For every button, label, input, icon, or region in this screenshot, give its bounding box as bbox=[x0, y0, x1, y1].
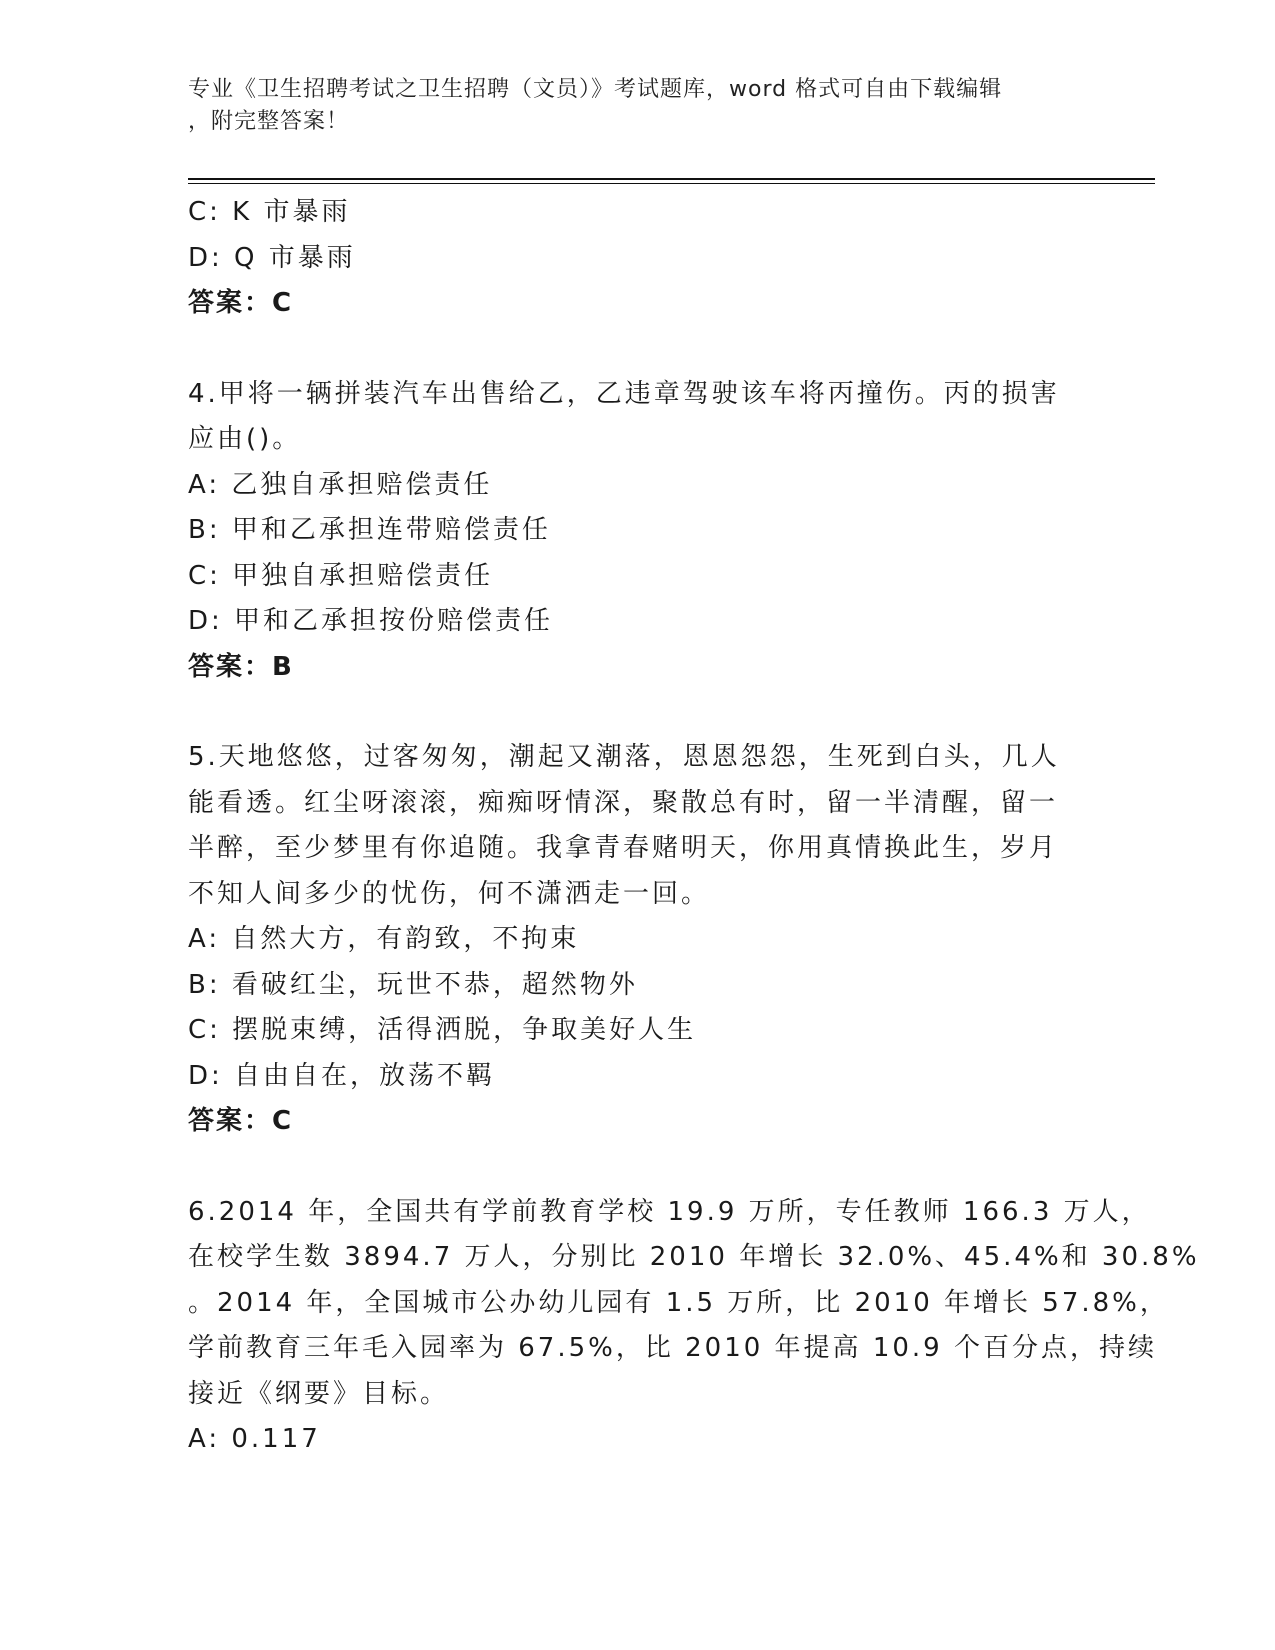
q3-answer: 答案：C bbox=[188, 288, 294, 318]
q5-option-c: C: 摆脱束缚，活得洒脱，争取美好人生 bbox=[188, 1015, 697, 1045]
document-header bbox=[188, 74, 1088, 138]
spacer bbox=[188, 1145, 1088, 1190]
q4-option-c: C: 甲独自承担赔偿责任 bbox=[188, 560, 494, 591]
spacer bbox=[188, 327, 1088, 372]
q3-option-c: C: K 市暴雨 bbox=[188, 197, 351, 227]
q6-stem-line-1: 6.2014 年，全国共有学前教育学校 19.9 万所，专任教师 166.3 万人， bbox=[188, 1196, 1151, 1227]
q4-option-d: D: 甲和乙承担按份赔偿责任 bbox=[188, 606, 554, 636]
header-line-2: ，附完整答案！ bbox=[188, 109, 350, 134]
q6-option-a: A: 0.117 bbox=[188, 1424, 321, 1454]
spacer bbox=[188, 690, 1088, 735]
q3-option-d: D: Q 市暴雨 bbox=[188, 242, 356, 273]
q5-stem-line-1: 5.天地悠悠，过客匆匆，潮起又潮落，恩恩怨怨，生死到白头，几人 bbox=[188, 742, 1060, 772]
q6-stem-line-3: 。2014 年，全国城市公办幼儿园有 1.5 万所，比 2010 年增长 57.8%， bbox=[188, 1287, 1169, 1318]
q4-option-a: A: 乙独自承担赔偿责任 bbox=[188, 469, 493, 500]
header-rule-thin bbox=[188, 183, 1155, 184]
header-rule-thick bbox=[188, 178, 1155, 180]
q6-stem-line-2: 在校学生数 3894.7 万人，分别比 2010 年增长 32.0%、45.4%和 30.8% bbox=[188, 1242, 1200, 1272]
q5-stem-line-2: 能看透。红尘呀滚滚，痴痴呀情深，聚散总有时，留一半清醒，留一 bbox=[188, 787, 1059, 818]
question-5 bbox=[188, 735, 1088, 1145]
header-line-1: 专业《卫生招聘考试之卫生招聘（文员）》考试题库，word 格式可自由下载编辑 bbox=[188, 77, 1003, 102]
document-body bbox=[188, 190, 1200, 1463]
q4-option-b: B: 甲和乙承担连带赔偿责任 bbox=[188, 515, 551, 545]
q4-answer: 答案：B bbox=[188, 651, 294, 682]
q4-stem-line-2: 应由()。 bbox=[188, 424, 302, 454]
q5-option-d: D: 自由自在，放荡不羁 bbox=[188, 1060, 496, 1091]
question-3-tail bbox=[188, 190, 1088, 327]
q5-option-b: B: 看破红尘，玩世不恭，超然物外 bbox=[188, 969, 638, 1000]
question-6 bbox=[188, 1190, 1200, 1463]
question-4 bbox=[188, 372, 1088, 691]
q4-stem-line-1: 4.甲将一辆拼装汽车出售给乙，乙违章驾驶该车将丙撞伤。丙的损害 bbox=[188, 378, 1060, 409]
q5-stem-line-3: 半醉，至少梦里有你追随。我拿青春赌明天，你用真情换此生，岁月 bbox=[188, 833, 1059, 863]
q5-answer: 答案：C bbox=[188, 1106, 294, 1136]
q5-stem-line-4: 不知人间多少的忧伤，何不潇洒走一回。 bbox=[188, 878, 711, 909]
q5-option-a: A: 自然大方，有韵致，不拘束 bbox=[188, 924, 580, 954]
q6-stem-line-4: 学前教育三年毛入园率为 67.5%，比 2010 年提高 10.9 个百分点，持续 bbox=[188, 1333, 1157, 1363]
q6-stem-line-5: 接近《纲要》目标。 bbox=[188, 1378, 450, 1409]
